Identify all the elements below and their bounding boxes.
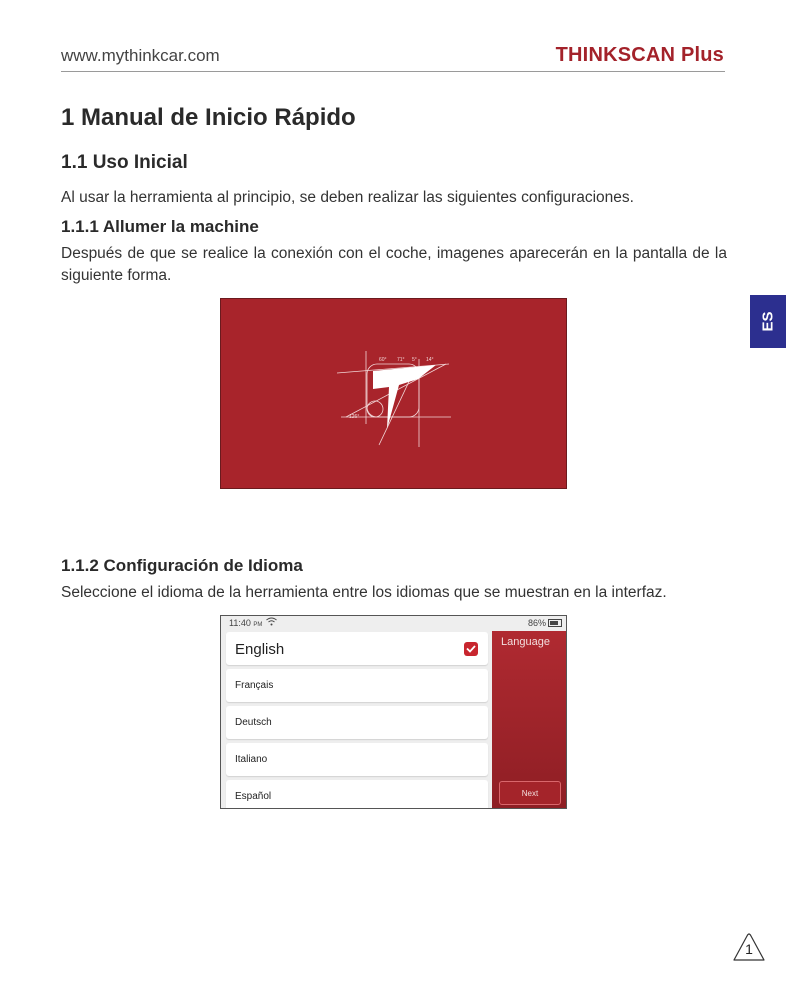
header-url: www.mythinkcar.com	[61, 46, 220, 65]
language-item-label: Italiano	[235, 754, 268, 765]
language-item-label: English	[235, 641, 285, 658]
angle-label: 60°	[379, 357, 387, 363]
language-item-label: Français	[235, 680, 274, 691]
section-heading-1-1-2: 1.1.2 Configuración de Idioma	[61, 556, 303, 575]
language-item-italiano[interactable]	[226, 743, 488, 776]
thinkcar-logo-icon	[221, 299, 566, 488]
power-on-paragraph: Después de que se realice la conexión con el coche, imagenes aparecerán en la pantalla de la siguiente forma.	[61, 245, 727, 284]
header-brand: THINKSCAN Plus	[555, 44, 724, 66]
language-side-tab-label: ES	[759, 311, 777, 332]
splash-screen-figure	[220, 298, 567, 489]
language-item-espanol[interactable]	[226, 780, 488, 809]
page-title: 1 Manual de Inicio Rápido	[61, 104, 356, 131]
angle-label: 71°	[397, 357, 405, 363]
language-item-label: Español	[235, 791, 272, 802]
section-heading-1-1-1: 1.1.1 Allumer la machine	[61, 217, 259, 236]
language-item-label: Deutsch	[235, 717, 272, 728]
battery-icon	[548, 619, 562, 627]
language-item-english[interactable]	[226, 632, 488, 665]
angle-label: 126°	[349, 414, 360, 420]
status-bar	[221, 616, 566, 630]
panel-title: Language	[501, 636, 550, 648]
section-heading-1-1: 1.1 Uso Inicial	[61, 152, 188, 173]
check-icon	[464, 642, 478, 656]
angle-label: 14°	[426, 357, 434, 363]
language-item-francais[interactable]	[226, 669, 488, 702]
wifi-icon	[266, 617, 277, 626]
language-screen-figure	[220, 615, 567, 809]
language-item-deutsch[interactable]	[226, 706, 488, 739]
page-number-label: 1	[745, 941, 753, 957]
battery-percent: 86%	[527, 618, 546, 628]
page-number	[731, 927, 771, 963]
header-divider	[61, 71, 725, 72]
language-side-tab	[750, 295, 786, 348]
status-time: 11:40 PM	[229, 618, 263, 628]
next-button[interactable]: Next	[499, 781, 561, 805]
intro-paragraph: Al usar la herramienta al principio, se deben realizar las siguientes configuraciones.	[61, 189, 634, 206]
language-side-panel	[492, 631, 566, 808]
angle-label: 5°	[412, 357, 417, 363]
language-paragraph: Seleccione el idioma de la herramienta entre los idiomas que se muestran en la interfaz.	[61, 584, 667, 601]
